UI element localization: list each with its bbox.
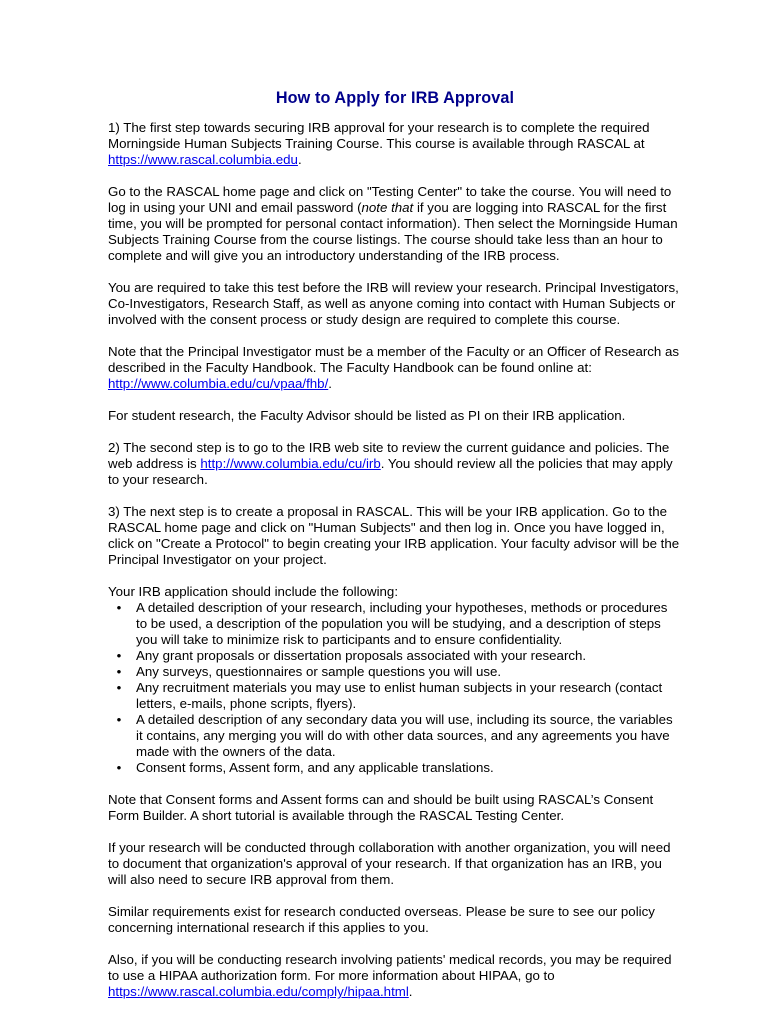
list-item xyxy=(108,648,682,664)
paragraph-text: Go to the RASCAL home page and click on "Testing Center" to take the course. You will need to log in using your UNI and email password ( xyxy=(108,184,672,215)
rascal-link[interactable]: https://www.rascal.columbia.edu xyxy=(108,152,298,167)
paragraph-text: Note that the Principal Investigator must be a member of the Faculty or an Officer of Research as described in the Faculty Handbook. The Faculty Handbook can be found online at: xyxy=(108,344,680,375)
paragraph-hipaa xyxy=(108,952,682,1000)
list-item-text: A detailed description of any secondary data you will use, including its source, the variables it contains, any merging you will do with other data sources, and any agreements you have made with the owners of the data. xyxy=(136,712,673,759)
paragraph-end: . xyxy=(408,984,413,999)
bullet-icon: • xyxy=(116,664,122,679)
page-title: How to Apply for IRB Approval xyxy=(275,89,515,107)
paragraph-step-1 xyxy=(108,120,682,168)
paragraph-text: 1) The first step towards securing IRB approval for your research is to complete the required Morningside Human Subjects Training Course. This course is available through RASCAL at xyxy=(108,120,650,151)
paragraph-end: . xyxy=(297,152,302,167)
list-item-text: Any surveys, questionnaires or sample questions you will use. xyxy=(136,664,502,679)
list-item xyxy=(108,760,682,776)
paragraph-text-cont: if you are logging into RASCAL for the first time, you will be prompted for personal contact information). Then select the Morningside Human Subjects Training Course from the course listings. The course should take less than an hour to complete and will give you an introductory understanding of the IRB process. xyxy=(108,200,678,263)
paragraph-consent-builder: Note that Consent forms and Assent forms can and should be built using RASCAL’s Consent Form Builder. A short tutorial is available through the RASCAL Testing Center. xyxy=(108,792,654,823)
bullet-icon: • xyxy=(116,600,122,615)
paragraph-end: . xyxy=(328,376,332,391)
paragraph-step-2 xyxy=(108,440,682,488)
list-item xyxy=(108,680,682,712)
list-item-text: A detailed description of your research, including your hypotheses, methods or procedures to be used, a description of the population you will be studying, and a description of steps you will take to minimize risk to participants and to ensure confidentiality. xyxy=(136,600,668,647)
paragraph-text-cont: . You should review all the policies that may apply to your research. xyxy=(108,456,673,487)
paragraph-overseas: Similar requirements exist for research conducted overseas. Please be sure to see our policy concerning international research if this applies to you. xyxy=(108,904,655,935)
hipaa-link[interactable]: https://www.rascal.columbia.edu/comply/hipaa.html xyxy=(108,984,409,999)
faculty-handbook-link[interactable]: http://www.columbia.edu/cu/vpaa/fhb/ xyxy=(108,376,329,391)
paragraph-requirement: You are required to take this test before the IRB will review your research. Principal Investigators, Co-Investigators, Research Staff, as well as anyone coming into contact with Human Subjects or involved with the consent process or study design are required to complete this course. xyxy=(108,280,679,327)
paragraph-step-3: 3) The next step is to create a proposal in RASCAL. This will be your IRB application. Go to the RASCAL home page and click on "Human Subjects" and then log in. Once you have logged in, click on "Create a Protocol" to begin creating your IRB application. Your faculty advisor will be the Principal Investigator on your project. xyxy=(108,504,680,567)
paragraph-testing-center xyxy=(108,184,682,264)
application-items-list xyxy=(108,600,682,776)
list-item xyxy=(108,712,682,760)
paragraph-text: Also, if you will be conducting research involving patients' medical records, you may be required to use a HIPAA authorization form. For more information about HIPAA, go to xyxy=(108,952,672,983)
bullet-icon: • xyxy=(116,760,122,775)
irb-website-link[interactable]: http://www.columbia.edu/cu/irb xyxy=(200,456,381,471)
bullet-icon: • xyxy=(116,648,122,663)
paragraph-collaboration: If your research will be conducted through collaboration with another organization, you will need to document that organization's approval of your research. If that organization has an IRB, you will also need to secure IRB approval from them. xyxy=(108,840,671,887)
bullet-icon: • xyxy=(116,680,122,695)
paragraph-text: 2) The second step is to go to the IRB web site to review the current guidance and policies. The web address is xyxy=(108,440,670,471)
paragraph-faculty-handbook xyxy=(108,344,682,392)
document-body xyxy=(108,88,682,1016)
list-item-text: Consent forms, Assent form, and any applicable translations. xyxy=(136,760,494,775)
paragraph-student-research: For student research, the Faculty Advisor should be listed as PI on their IRB application. xyxy=(108,408,626,423)
bullet-icon: • xyxy=(116,712,122,727)
italic-note: note that xyxy=(361,200,414,215)
list-item-text: Any grant proposals or dissertation proposals associated with your research. xyxy=(136,648,587,663)
list-item xyxy=(108,600,682,648)
list-item xyxy=(108,664,682,680)
list-item-text: Any recruitment materials you may use to enlist human subjects in your research (contact letters, e-mails, phone scripts, flyers). xyxy=(136,680,663,711)
list-intro: Your IRB application should include the following: xyxy=(108,584,399,599)
